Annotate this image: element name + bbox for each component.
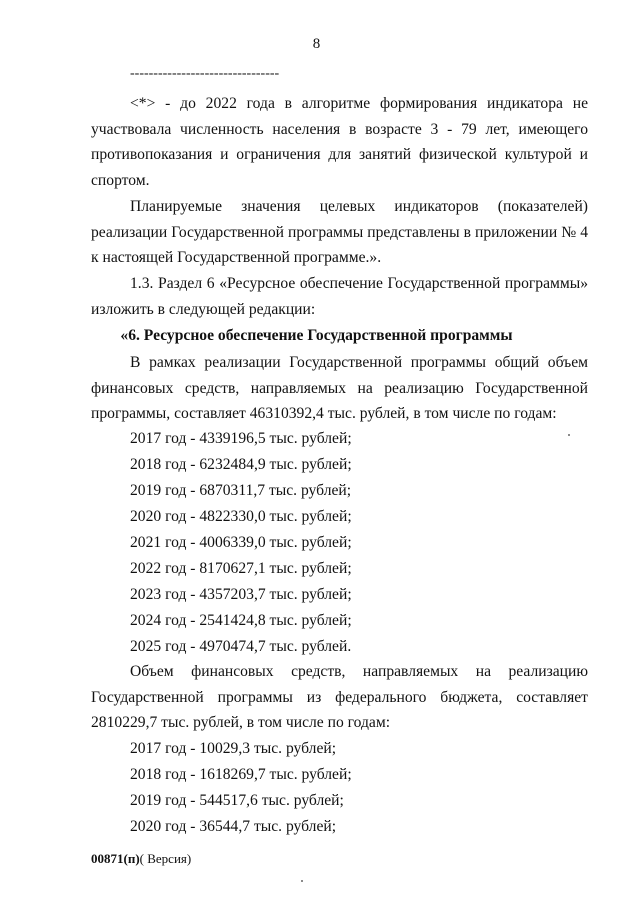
list-item: 2019 год - 6870311,7 тыс. рублей; xyxy=(130,482,352,499)
footer-code: 00871(п) xyxy=(91,851,140,866)
list-item: 2023 год - 4357203,7 тыс. рублей; xyxy=(130,586,352,603)
footnote-text: <*> - до 2022 года в алгоритме формирования индикатора не участвовала численность населения в возрасте 3 - 79 лет, имеющего противопоказания и ограничения для занятий физической культурой и спортом. xyxy=(91,95,588,189)
federal-funding-intro: Объем финансовых средств, направляемых на реализацию Государственной программы из федерального бюджета, составляет 2810229,7 тыс. рублей, в том числе по годам: xyxy=(91,663,588,731)
list-item: 2021 год - 4006339,0 тыс. рублей; xyxy=(130,534,352,551)
page-number: 8 xyxy=(312,36,321,52)
footer-version: ( Версия) xyxy=(139,851,192,866)
list-item: 2020 год - 36544,7 тыс. рублей; xyxy=(130,818,337,835)
section-heading: «6. Ресурсное обеспечение Государственной программы xyxy=(120,327,513,344)
total-funding-intro: В рамках реализации Государственной программы общий объем финансовых средств, направляемых на реализацию Государственной программы, составляет 46310392,4 тыс. рублей, в том числе по годам: xyxy=(91,354,588,422)
list-item: 2025 год - 4970474,7 тыс. рублей. xyxy=(130,638,352,655)
list-item: 2017 год - 4339196,5 тыс. рублей; xyxy=(130,430,352,447)
list-item: 2018 год - 1618269,7 тыс. рублей; xyxy=(130,766,352,783)
list-item: 2019 год - 544517,6 тыс. рублей; xyxy=(130,792,344,809)
footnote-separator: -------------------------------- xyxy=(130,66,280,81)
list-item: 2017 год - 10029,3 тыс. рублей; xyxy=(130,740,337,757)
list-item: 2018 год - 6232484,9 тыс. рублей; xyxy=(130,456,352,473)
list-item: 2022 год - 8170627,1 тыс. рублей; xyxy=(130,560,352,577)
document-footer xyxy=(91,851,191,867)
planned-values-paragraph: Планируемые значения целевых индикаторов (показателей) реализации Государственной программы представлены в приложении № 4 к настоящей Государственной программе.». xyxy=(91,198,588,266)
scan-speck xyxy=(568,434,570,436)
scan-speck xyxy=(301,880,303,882)
list-item: 2024 год - 2541424,8 тыс. рублей; xyxy=(130,612,352,629)
list-item: 2020 год - 4822330,0 тыс. рублей; xyxy=(130,508,352,525)
amendment-paragraph: 1.3. Раздел 6 «Ресурсное обеспечение Государственной программы» изложить в следующей редакции: xyxy=(91,275,588,318)
